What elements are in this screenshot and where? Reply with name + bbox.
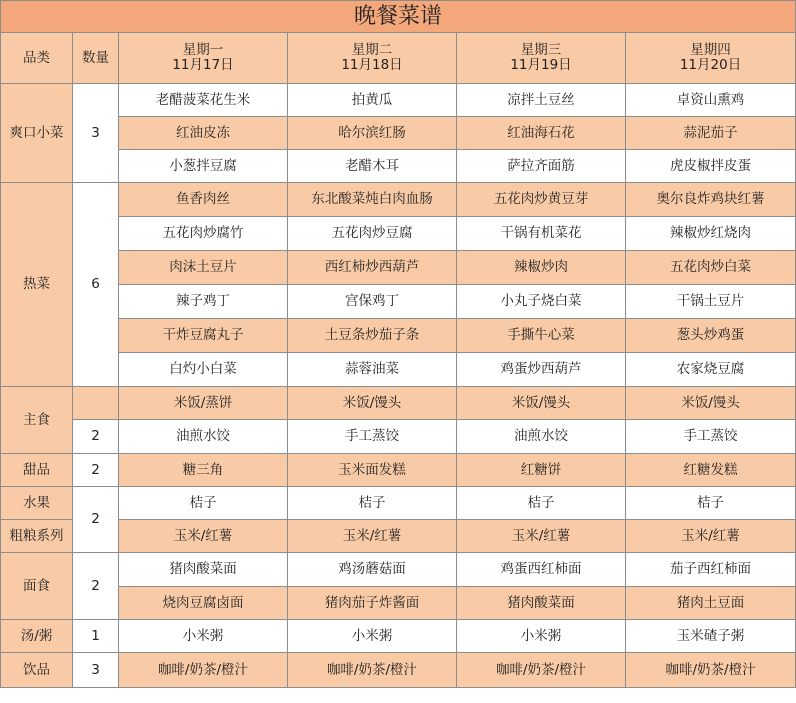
dish-cell: 咖啡/奶茶/橙汁: [288, 653, 457, 688]
header-weekday: 星期二: [351, 42, 393, 58]
dish-cell: 辣子鸡丁: [119, 285, 288, 319]
dish-cell: 咖啡/奶茶/橙汁: [119, 653, 288, 688]
dish-cell: 肉沫土豆片: [119, 251, 288, 285]
dish-cell: 玉米碴子粥: [626, 620, 796, 653]
dish-cell: 红油皮冻: [119, 117, 288, 150]
dish-cell: 米饭/馒头: [288, 387, 457, 420]
table-row: [1, 520, 796, 553]
category-cell: 面食: [1, 553, 73, 620]
header-weekday: 星期一: [182, 42, 224, 58]
dish-cell: 红糖发糕: [626, 454, 796, 487]
menu-title: 晚餐菜谱: [1, 1, 796, 33]
dish-cell: 五花肉炒黄豆芽: [457, 183, 626, 217]
dish-cell: 米饭/蒸饼: [119, 387, 288, 420]
header-date: 11月19日: [510, 57, 572, 73]
dish-cell: 葱头炒鸡蛋: [626, 319, 796, 353]
table-row: [1, 150, 796, 183]
quantity-cell: 6: [73, 183, 119, 387]
dish-cell: 小丸子烧白菜: [457, 285, 626, 319]
header-category: 品类: [1, 33, 73, 84]
dish-cell: 红糖饼: [457, 454, 626, 487]
dish-cell: 米饭/馒头: [457, 387, 626, 420]
table-row: [1, 251, 796, 285]
table-row: [1, 117, 796, 150]
dish-cell: 干炸豆腐丸子: [119, 319, 288, 353]
dish-cell: 米饭/馒头: [626, 387, 796, 420]
table-row: [1, 653, 796, 688]
table-row: [1, 487, 796, 520]
header-day-4: [626, 33, 796, 84]
dish-cell: 猪肉茄子炸酱面: [288, 587, 457, 620]
table-row: [1, 217, 796, 251]
dish-cell: 蒜蓉油菜: [288, 353, 457, 387]
table-row: [1, 285, 796, 319]
dish-cell: 桔子: [457, 487, 626, 520]
header-date: 11月20日: [679, 57, 742, 73]
dish-cell: 五花肉炒白菜: [626, 251, 796, 285]
dish-cell: 手工蒸饺: [626, 420, 796, 454]
dish-cell: 萨拉齐面筋: [457, 150, 626, 183]
dish-cell: 玉米/红薯: [288, 520, 457, 553]
table-row: [1, 387, 796, 420]
category-cell: 甜品: [1, 454, 73, 487]
dish-cell: 玉米/红薯: [119, 520, 288, 553]
header-date: 11月18日: [341, 57, 403, 73]
category-cell: 汤/粥: [1, 620, 73, 653]
dish-cell: 农家烧豆腐: [626, 353, 796, 387]
category-cell: 饮品: [1, 653, 73, 688]
quantity-cell: 3: [73, 84, 119, 183]
dish-cell: 猪肉土豆面: [626, 587, 796, 620]
quantity-cell: 1: [73, 620, 119, 653]
table-row: [1, 420, 796, 454]
dish-cell: 糖三角: [119, 454, 288, 487]
dish-cell: 鸡汤蘑菇面: [288, 553, 457, 587]
dish-cell: 辣椒炒肉: [457, 251, 626, 285]
quantity-cell: 2: [73, 420, 119, 454]
header-weekday: 星期三: [520, 42, 562, 58]
dish-cell: 玉米/红薯: [457, 520, 626, 553]
dish-cell: 土豆条炒茄子条: [288, 319, 457, 353]
category-cell: 粗粮系列: [1, 520, 73, 553]
dish-cell: 桔子: [119, 487, 288, 520]
dish-cell: 奥尔良炸鸡块红薯: [626, 183, 796, 217]
dish-cell: 鱼香肉丝: [119, 183, 288, 217]
table-row: [1, 620, 796, 653]
dish-cell: 白灼小白菜: [119, 353, 288, 387]
table-row: [1, 183, 796, 217]
quantity-cell: [73, 387, 119, 420]
dish-cell: 西红柿炒西葫芦: [288, 251, 457, 285]
quantity-cell: 3: [73, 653, 119, 688]
dish-cell: 五花肉炒豆腐: [288, 217, 457, 251]
dish-cell: 油煎水饺: [457, 420, 626, 454]
table-row: [1, 319, 796, 353]
dish-cell: 五花肉炒腐竹: [119, 217, 288, 251]
quantity-cell: 2: [73, 487, 119, 553]
dish-cell: 玉米/红薯: [626, 520, 796, 553]
category-cell: 热菜: [1, 183, 73, 387]
dish-cell: 桔子: [626, 487, 796, 520]
dish-cell: 老醋木耳: [288, 150, 457, 183]
dish-cell: 干锅有机菜花: [457, 217, 626, 251]
dish-cell: 干锅土豆片: [626, 285, 796, 319]
dish-cell: 小米粥: [119, 620, 288, 653]
header-quantity: 数量: [73, 33, 119, 84]
header-day-2: [288, 33, 457, 84]
category-cell: 水果: [1, 487, 73, 520]
header-date: 11月17日: [172, 57, 234, 73]
dish-cell: 老醋菠菜花生米: [119, 84, 288, 117]
dish-cell: 烧肉豆腐卤面: [119, 587, 288, 620]
table-row: [1, 587, 796, 620]
dish-cell: 桔子: [288, 487, 457, 520]
dish-cell: 凉拌土豆丝: [457, 84, 626, 117]
quantity-cell: 2: [73, 454, 119, 487]
table-row: [1, 553, 796, 587]
dish-cell: 辣椒炒红烧肉: [626, 217, 796, 251]
dish-cell: 猪肉酸菜面: [119, 553, 288, 587]
dish-cell: 油煎水饺: [119, 420, 288, 454]
dish-cell: 卓资山熏鸡: [626, 84, 796, 117]
dish-cell: 咖啡/奶茶/橙汁: [457, 653, 626, 688]
dish-cell: 蒜泥茄子: [626, 117, 796, 150]
header-day-3: [457, 33, 626, 84]
dish-cell: 小米粥: [288, 620, 457, 653]
dish-cell: 哈尔滨红肠: [288, 117, 457, 150]
dish-cell: 手工蒸饺: [288, 420, 457, 454]
dish-cell: 猪肉酸菜面: [457, 587, 626, 620]
dish-cell: 小葱拌豆腐: [119, 150, 288, 183]
dish-cell: 东北酸菜炖白肉血肠: [288, 183, 457, 217]
dish-cell: 红油海石花: [457, 117, 626, 150]
table-row: [1, 353, 796, 387]
dish-cell: 玉米面发糕: [288, 454, 457, 487]
dish-cell: 小米粥: [457, 620, 626, 653]
header-day-1: [119, 33, 288, 84]
header-weekday: 星期四: [690, 42, 731, 58]
dish-cell: 拍黄瓜: [288, 84, 457, 117]
dish-cell: 鸡蛋西红柿面: [457, 553, 626, 587]
dish-cell: 咖啡/奶茶/橙汁: [626, 653, 796, 688]
quantity-cell: 2: [73, 553, 119, 620]
category-cell: 主食: [1, 387, 73, 454]
dish-cell: 虎皮椒拌皮蛋: [626, 150, 796, 183]
dish-cell: 宫保鸡丁: [288, 285, 457, 319]
table-row: [1, 84, 796, 117]
dish-cell: 手撕牛心菜: [457, 319, 626, 353]
category-cell: 爽口小菜: [1, 84, 73, 183]
table-row: [1, 454, 796, 487]
dish-cell: 鸡蛋炒西葫芦: [457, 353, 626, 387]
dish-cell: 茄子西红柿面: [626, 553, 796, 587]
